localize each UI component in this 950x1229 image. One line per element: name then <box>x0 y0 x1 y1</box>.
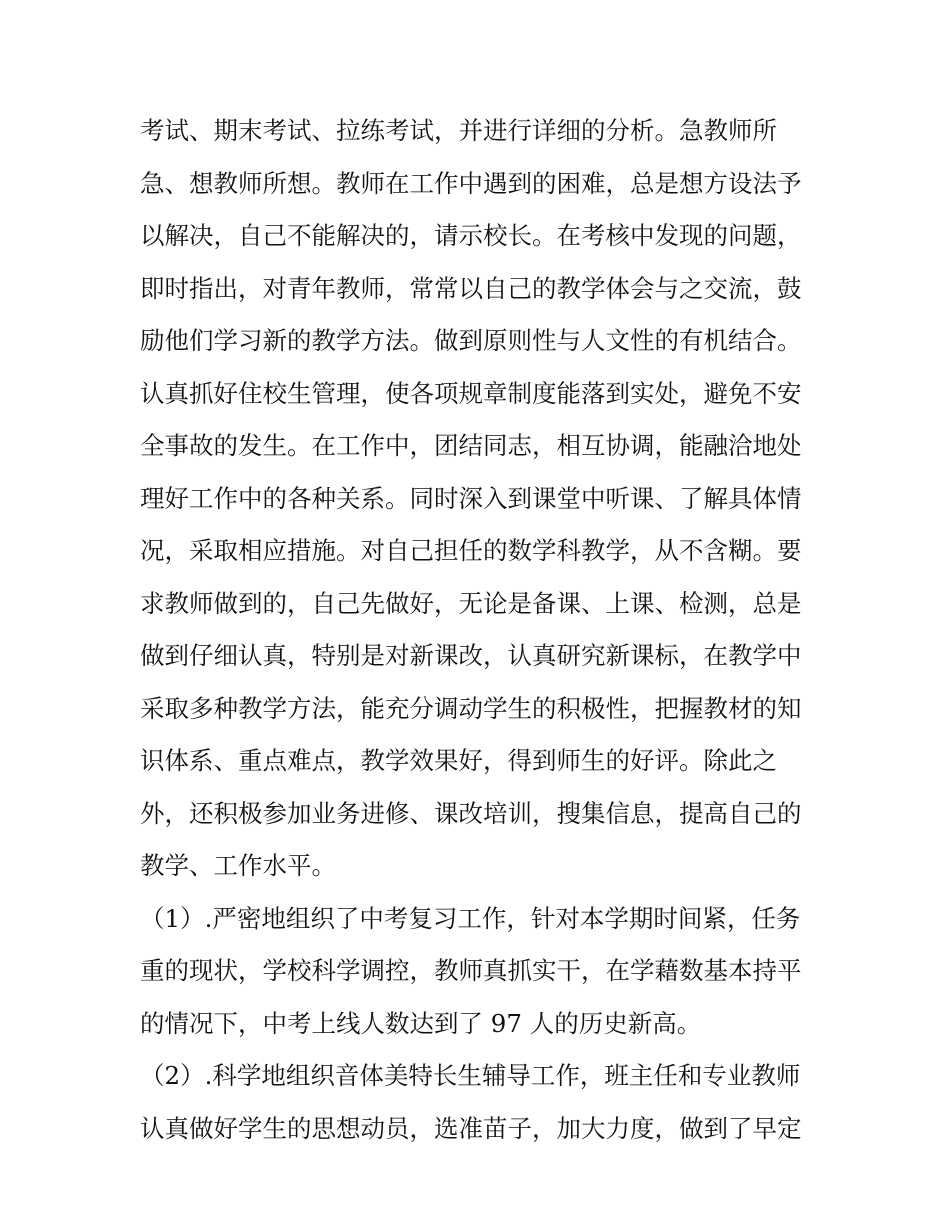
text-line: 全事故的发生。在工作中，团结同志，相互协调，能融洽地处 <box>140 431 802 460</box>
text-line: 教学、工作水平。 <box>140 851 336 880</box>
text-line: 识体系、重点难点，教学效果好，得到师生的好评。除此之 <box>140 746 777 775</box>
text-line: 考试、期末考试、拉练考试，并进行详细的分析。急教师所 <box>140 116 777 145</box>
text-line: 认真抓好住校生管理，使各项规章制度能落到实处，避免不安 <box>140 378 802 408</box>
text-line: 励他们学习新的教学方法。做到原则性与人文性的有机结合。 <box>140 326 802 355</box>
text-line: 急、想教师所想。教师在工作中遇到的困难，总是想方设法予 <box>140 168 802 198</box>
text-line: 即时指出，对青年教师，常常以自己的教学体会与之交流，鼓 <box>140 273 802 303</box>
text-line: 采取多种教学方法，能充分调动学生的积极性，把握教材的知 <box>140 693 802 723</box>
text-line: 认真做好学生的思想动员，选准苗子，加大力度，做到了早定 <box>140 1113 802 1143</box>
text-line: 况，采取相应措施。对自己担任的数学科教学，从不含糊。要 <box>140 536 802 565</box>
text-line: 以解决，自己不能解决的，请示校长。在考核中发现的问题， <box>140 221 802 250</box>
text-line: 理好工作中的各种关系。同时深入到课堂中听课、了解具体情 <box>140 483 802 513</box>
text-line: 重的现状，学校科学调控，教师真抓实干，在学藉数基本持平 <box>140 956 802 985</box>
text-line: 的情况下，中考上线人数达到了 97 人的历史新高。 <box>140 1008 702 1038</box>
text-line: （1）.严密地组织了中考复习工作，针对本学期时间紧，任务 <box>140 903 801 933</box>
body-text <box>140 108 820 1158</box>
text-line: 做到仔细认真，特别是对新课改，认真研究新课标，在教学中 <box>140 641 802 670</box>
text-line: 求教师做到的，自己先做好，无论是备课、上课、检测，总是 <box>140 588 802 618</box>
text-line: 外，还积极参加业务进修、课改培训，搜集信息，提高自己的 <box>140 798 802 828</box>
text-line: （2）.科学地组织音体美特长生辅导工作，班主任和专业教师 <box>140 1061 801 1090</box>
